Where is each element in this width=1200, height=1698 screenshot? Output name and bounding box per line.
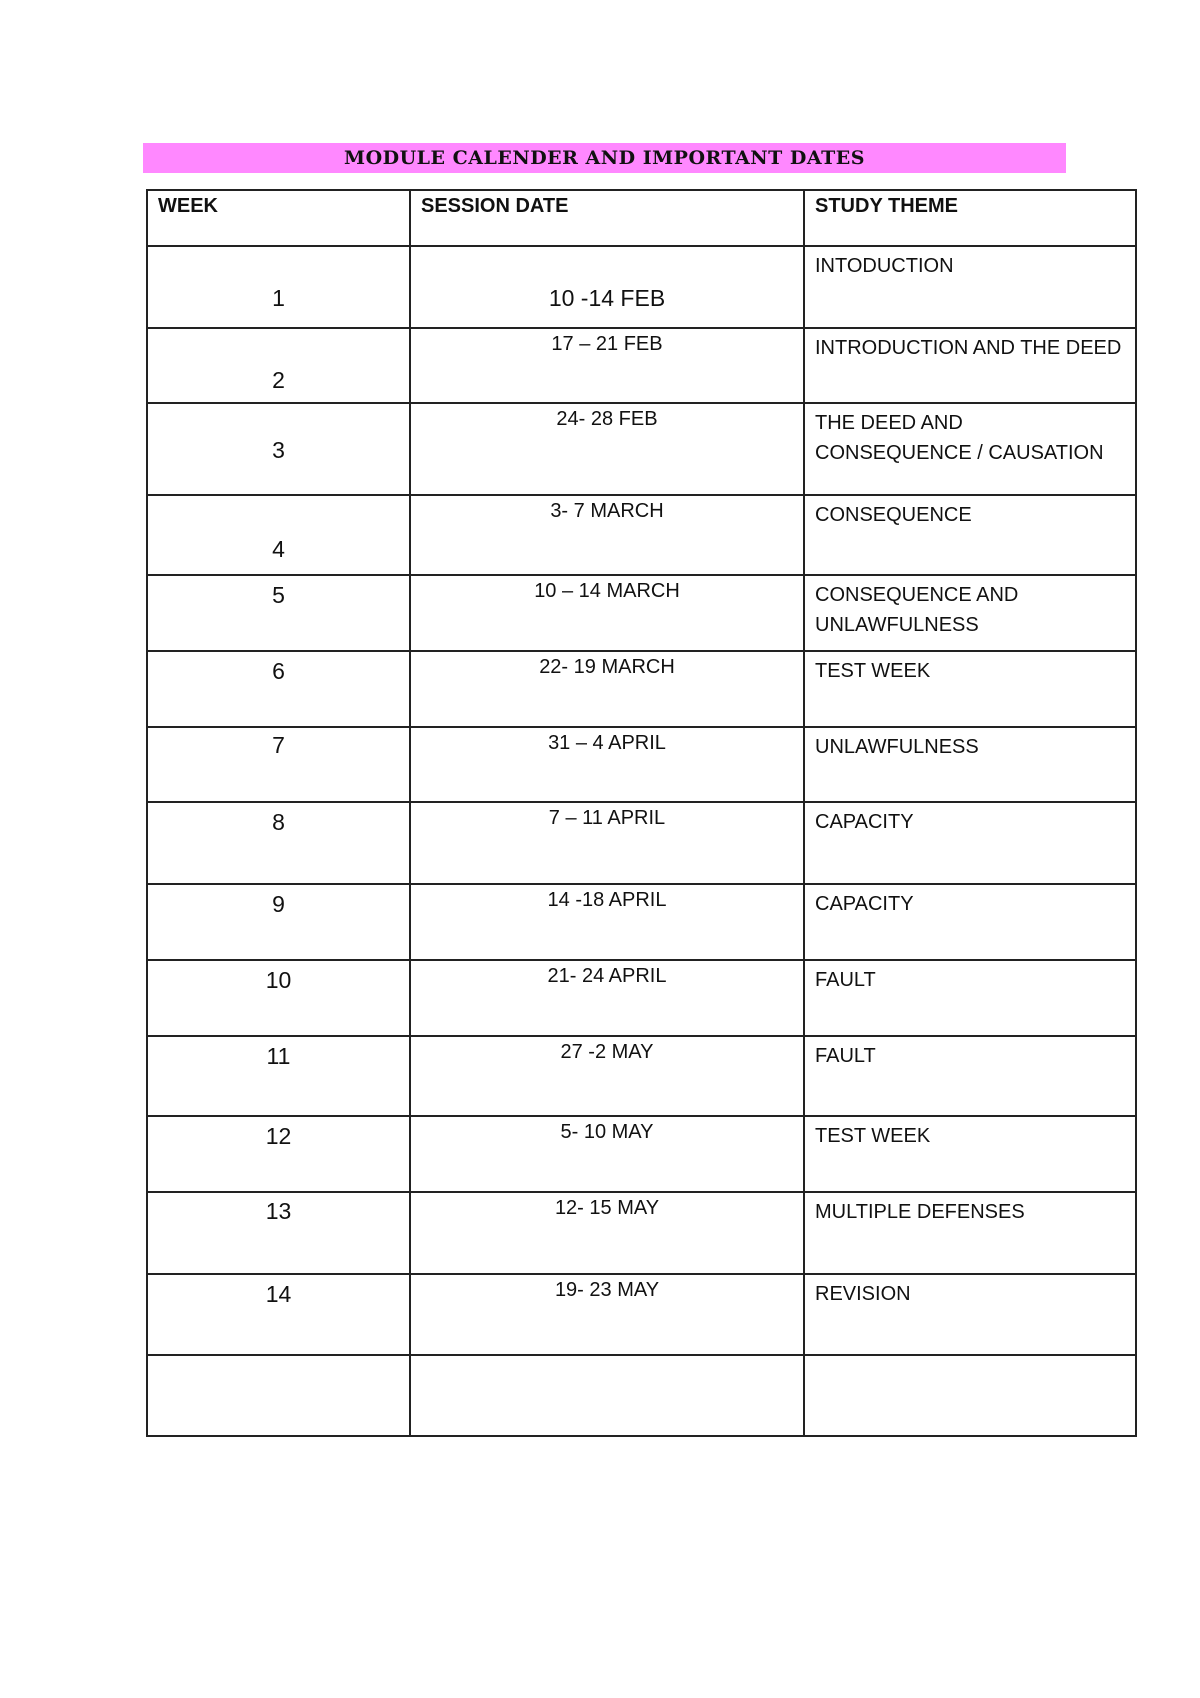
session-date: 12- 15 MAY <box>554 1197 660 1219</box>
week-number: 4 <box>272 536 285 562</box>
session-date: 22- 19 MARCH <box>539 656 675 678</box>
study-theme: UNLAWFULNESS <box>815 736 979 758</box>
table-row <box>147 403 1136 495</box>
study-theme: CONSEQUENCE <box>815 504 972 526</box>
table-row <box>147 1116 1136 1192</box>
table-row <box>147 802 1136 884</box>
table-row <box>147 1355 1136 1436</box>
table-header-row <box>147 190 1136 246</box>
study-theme <box>805 1356 1135 1364</box>
session-date: 5- 10 MAY <box>560 1121 654 1143</box>
header-session-date: SESSION DATE <box>410 190 804 246</box>
week-number: 5 <box>272 582 285 608</box>
week-number: 9 <box>272 891 285 917</box>
week-number: 12 <box>265 1123 292 1149</box>
table-row <box>147 246 1136 328</box>
week-number: 2 <box>272 367 285 393</box>
module-calendar-table <box>146 189 1137 1437</box>
session-date: 24- 28 FEB <box>556 408 658 430</box>
table-row <box>147 727 1136 802</box>
week-number: 13 <box>265 1198 292 1224</box>
week-number: 14 <box>265 1281 292 1307</box>
study-theme: MULTIPLE DEFENSES <box>815 1201 1025 1223</box>
session-date: 17 – 21 FEB <box>551 333 663 355</box>
study-theme: TEST WEEK <box>815 660 931 682</box>
study-theme: THE DEED AND CONSEQUENCE / CAUSATION <box>815 412 1104 464</box>
study-theme: FAULT <box>815 1045 876 1067</box>
header-week: WEEK <box>147 190 410 246</box>
table-row <box>147 651 1136 727</box>
table-row <box>147 328 1136 403</box>
study-theme: FAULT <box>815 969 876 991</box>
session-date: 10 -14 FEB <box>548 285 666 311</box>
table-row <box>147 495 1136 575</box>
table-row <box>147 1274 1136 1355</box>
session-date: 3- 7 MARCH <box>550 500 664 522</box>
study-theme: CAPACITY <box>815 811 914 833</box>
week-number: 8 <box>272 809 285 835</box>
week-number: 7 <box>272 732 285 758</box>
week-number: 6 <box>272 658 285 684</box>
session-date: 31 – 4 APRIL <box>548 732 666 754</box>
study-theme: CONSEQUENCE AND UNLAWFULNESS <box>815 584 1019 636</box>
session-date: 27 -2 MAY <box>560 1041 654 1063</box>
session-date: 10 – 14 MARCH <box>534 580 680 602</box>
table-row <box>147 1192 1136 1274</box>
week-number: 11 <box>266 1043 291 1069</box>
session-date: 14 -18 APRIL <box>547 889 667 911</box>
study-theme: CAPACITY <box>815 893 914 915</box>
study-theme: INTRODUCTION AND THE DEED <box>815 337 1122 359</box>
session-date: 7 – 11 APRIL <box>548 807 666 829</box>
table-row <box>147 575 1136 651</box>
week-number: 3 <box>272 437 285 463</box>
session-date: 19- 23 MAY <box>554 1279 660 1301</box>
header-study-theme: STUDY THEME <box>804 190 1136 246</box>
study-theme: TEST WEEK <box>815 1125 931 1147</box>
session-date: 21- 24 APRIL <box>547 965 667 987</box>
week-number: 1 <box>272 285 285 311</box>
table-row <box>147 1036 1136 1116</box>
document-title: MODULE CALENDER AND IMPORTANT DATES <box>143 143 1066 173</box>
study-theme: INTODUCTION <box>815 255 954 277</box>
week-number: 10 <box>265 967 292 993</box>
study-theme: REVISION <box>815 1283 911 1305</box>
table-row <box>147 960 1136 1036</box>
table-row <box>147 884 1136 960</box>
